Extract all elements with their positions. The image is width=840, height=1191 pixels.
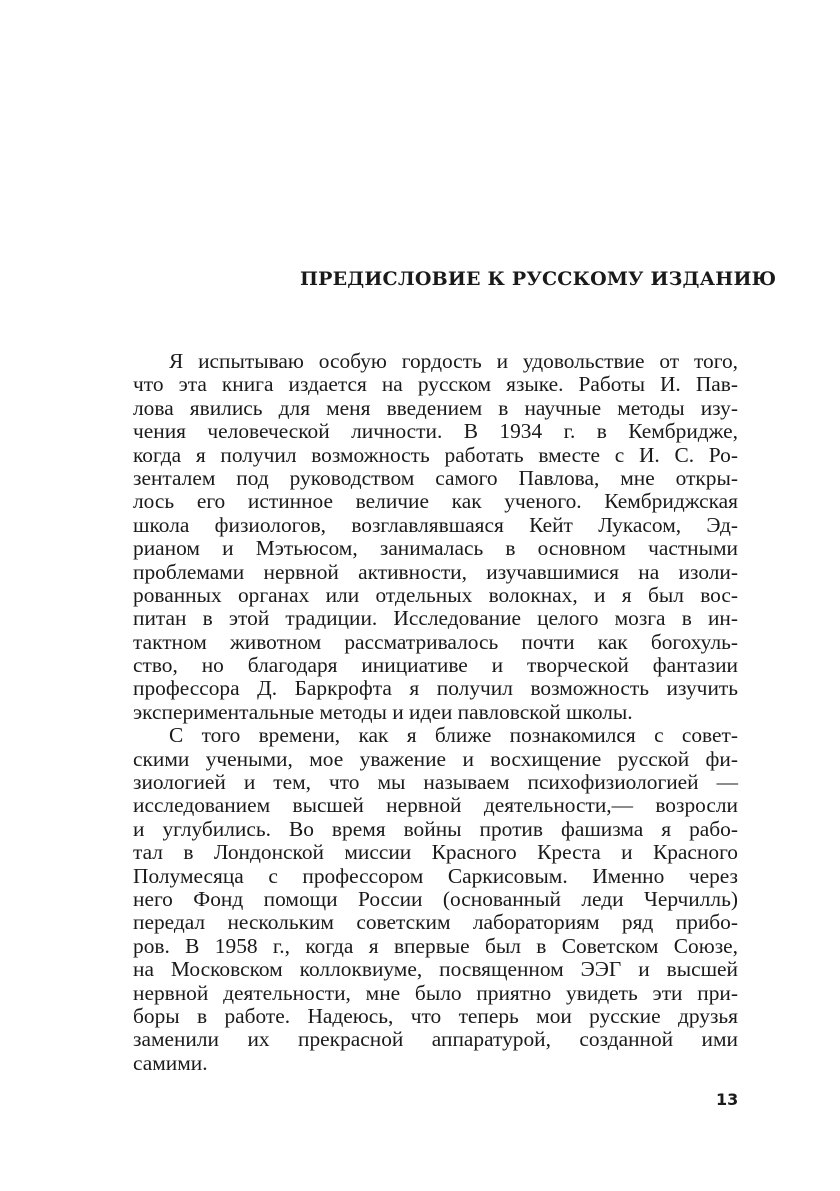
- text-line: ство, но благодаря инициативе и творческой фантазии: [133, 653, 738, 678]
- text-line: рианом и Мэтьюсом, занималась в основном частными: [133, 536, 738, 561]
- text-line: скими учеными, мое уважение и восхищение русской фи-: [133, 746, 738, 771]
- text-line: и углубились. Во время войны против фашизма я рабо-: [133, 816, 738, 841]
- text-line: С того времени, как я ближе познакомился с совет-: [169, 723, 738, 748]
- text-line: тактном животном рассматривалось почти как богохуль-: [133, 629, 738, 654]
- text-line: Я испытываю особую гордость и удовольствие от того,: [169, 349, 738, 373]
- text-line: самими.: [133, 1050, 208, 1075]
- text-line: лова явились для меня введением в научные методы изу-: [133, 395, 738, 420]
- text-line: зиологией и тем, что мы называем психофизиологией —: [133, 770, 738, 795]
- text-line: тал в Лондонской миссии Красного Креста и Красного: [133, 840, 738, 865]
- paragraph-2: [133, 724, 738, 1075]
- text-line: чения человеческой личности. В 1934 г. в Кембридже,: [133, 419, 738, 444]
- text-line: исследованием высшей нервной деятельности,— возросли: [133, 793, 738, 818]
- text-line: что эта книга издается на русском языке. Работы И. Пав-: [133, 372, 738, 397]
- text-line: питан в этой традиции. Исследование целого мозга в ин-: [133, 606, 738, 631]
- text-line: когда я получил возможность работать вместе с И. С. Ро-: [133, 442, 738, 467]
- page-number: 13: [716, 1090, 739, 1109]
- page-title: ПРЕДИСЛОВИЕ К РУССКОМУ ИЗДАНИЮ: [300, 268, 777, 290]
- text-line: него Фонд помощи России (основанный леди Черчилль): [133, 886, 738, 911]
- text-line: заменили их прекрасной аппаратурой, созданной ими: [133, 1027, 738, 1052]
- text-line: зенталем под руководством самого Павлова, мне откры-: [133, 465, 738, 490]
- body-text: [133, 350, 738, 1075]
- text-line: ров. В 1958 г., когда я впервые был в Советском Союзе,: [133, 933, 738, 958]
- text-line: на Московском коллоквиуме, посвященном ЭЭГ и высшей: [133, 957, 738, 982]
- text-line: профессора Д. Баркрофта я получил возможность изучить: [133, 676, 738, 701]
- text-line: передал нескольким советским лабораториям ряд прибо-: [133, 910, 738, 935]
- text-line: лось его истинное величие как ученого. Кембриджская: [133, 489, 738, 514]
- text-line: боры в работе. Надеюсь, что теперь мои русские друзья: [133, 1003, 738, 1028]
- text-line: школа физиологов, возглавлявшаяся Кейт Лукасом, Эд-: [133, 512, 738, 537]
- text-line: нервной деятельности, мне было приятно увидеть эти при-: [133, 980, 738, 1005]
- text-line: проблемами нервной активности, изучавшимися на изоли-: [133, 559, 738, 584]
- text-line: Полумесяца с профессором Саркисовым. Именно через: [133, 863, 738, 888]
- paragraph-1: [133, 350, 738, 724]
- text-line: экспериментальные методы и идеи павловской школы.: [133, 699, 633, 724]
- text-line: рованных органах или отдельных волокнах, и я был вос-: [133, 582, 738, 607]
